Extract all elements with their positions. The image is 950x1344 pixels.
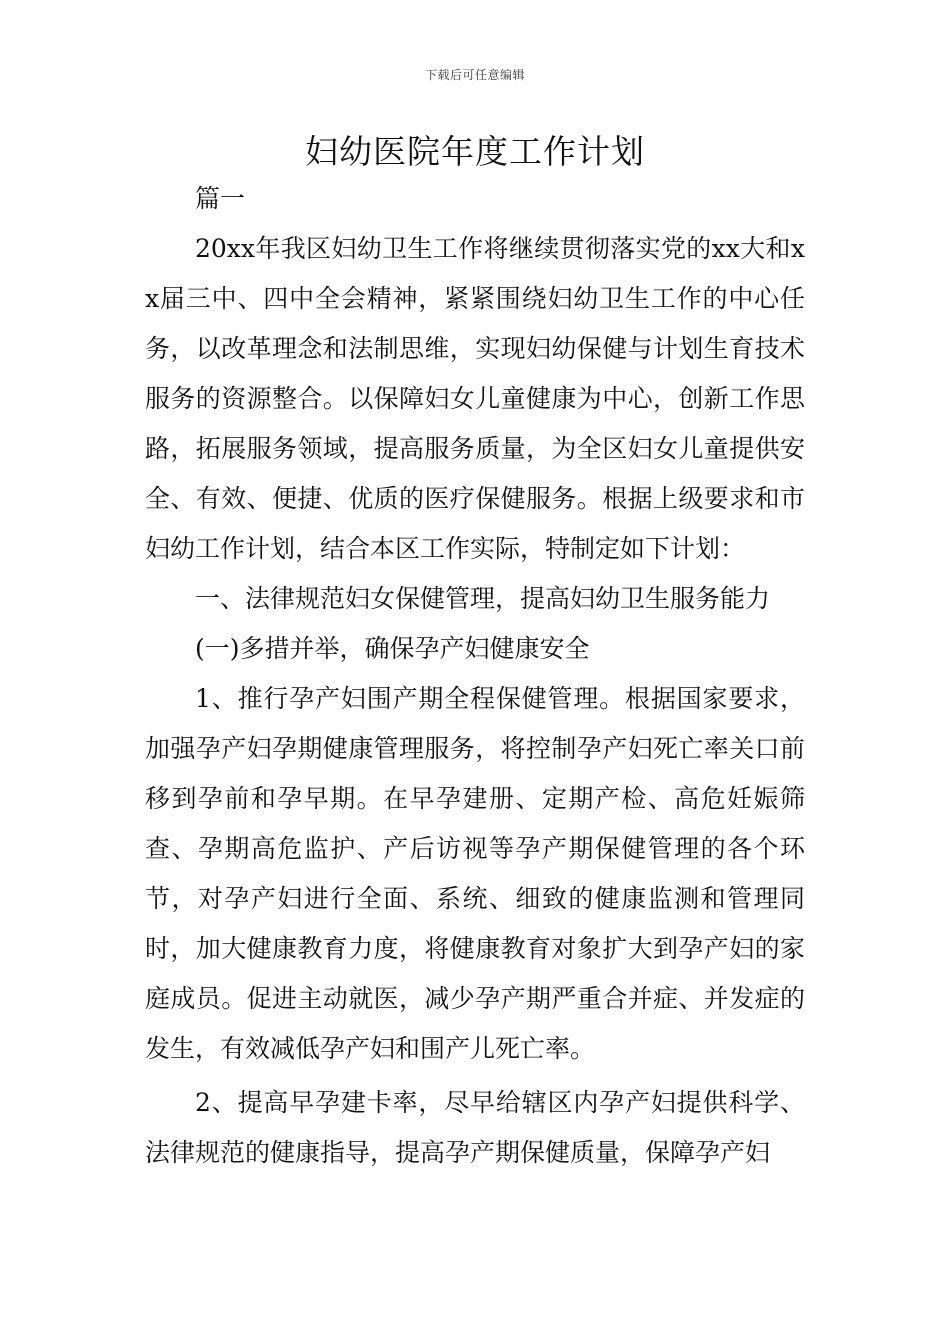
document-body [145,174,805,1178]
heading-level-1: 一、法律规范妇女保健管理，提高妇幼卫生服务能力 [195,584,771,613]
paragraph-item-1: 1、推行孕产妇围产期全程保健管理。根据国家要求，加强孕产妇孕期健康管理服务，将控制孕产妇死亡率关口前移到孕前和孕早期。在早孕建册、定期产检、高危妊娠筛查、孕期高危监护、产后访视等孕产期保健管理的各个环节，对孕产妇进行全面、系统、细致的健康监测和管理同时，加大健康教育力度，将健康教育对象扩大到孕产妇的家庭成员。促进主动就医，减少孕产期严重合并症、并发症的发生，有效减低孕产妇和围产儿死亡率。 [145,684,805,1063]
document-title: 妇幼医院年度工作计划 [305,132,645,171]
paragraph-intro: 20xx年我区妇幼卫生工作将继续贯彻落实党的xx大和xx届三中、四中全会精神，紧紧围绕妇幼卫生工作的中心任务，以改革理念和法制思维，实现妇幼保健与计划生育技术服务的资源整合。以保障妇女儿童健康为中心，创新工作思路，拓展服务领域，提高服务质量，为全区妇女儿童提供安全、有效、便捷、优质的医疗保健服务。根据上级要求和市妇幼工作计划，结合本区工作实际，特制定如下计划： [145,234,805,563]
heading-level-2: (一)多措并举，确保孕产妇健康安全 [195,634,590,663]
paragraph-item-2: 2、提高早孕建卡率，尽早给辖区内孕产妇提供科学、法律规范的健康指导，提高孕产期保健质量，保障孕产妇 [145,1088,805,1167]
header-note: 下载后可任意编辑 [424,68,525,82]
section-label: 篇一 [195,184,246,213]
